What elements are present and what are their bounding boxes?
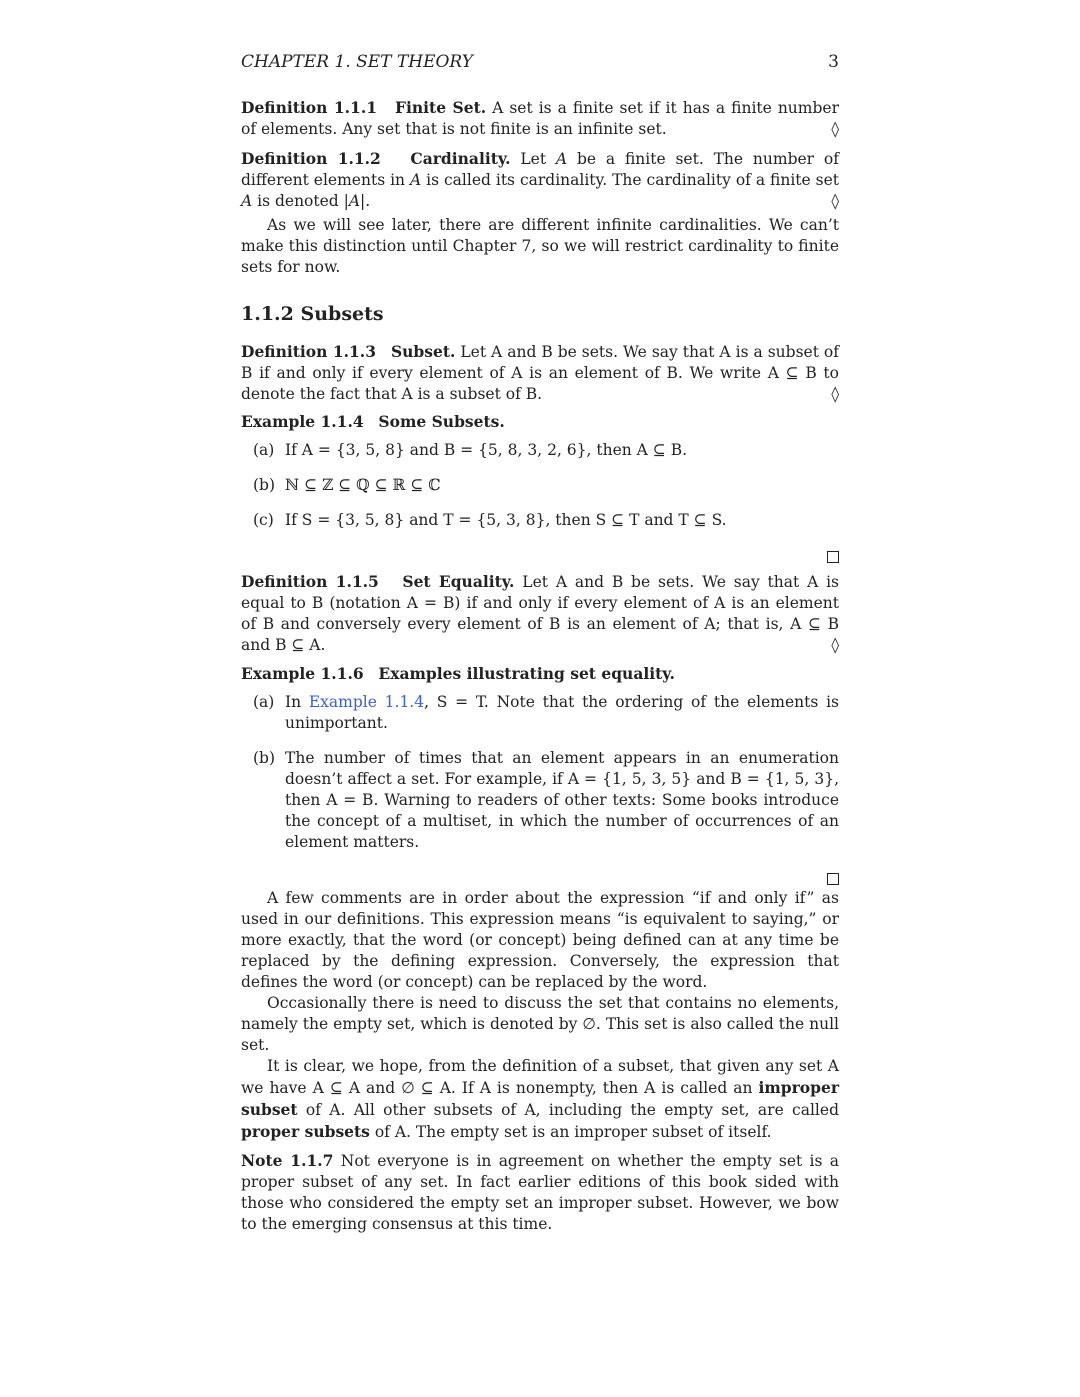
definition-1-1-2 [241, 148, 839, 212]
math-var: A [555, 150, 568, 168]
definition-text: Let A and B be sets. We say that A is equal to B (notation A = B) if and only if every element of A is an element of B and conversely every element of B is an element of A; that is, A ⊆ B and B ⊆ A. [241, 573, 840, 654]
example-end [241, 548, 839, 569]
definition-label: Definition 1.1.2 [241, 149, 381, 168]
item-text-part: In [285, 693, 309, 711]
example-item [253, 475, 839, 496]
math-var: A [241, 192, 253, 210]
paragraph-text: A few comments are in order about the expression “if and only if” as used in our definitions. This expression means “is equivalent to saying,” or more exactly, that the word (or concept) being defined can at any time be replaced by the defining expression. Conversely, the expression that defines the word (or concept) can be replaced by the word. [241, 889, 839, 991]
definition-text: Let A and B be sets. We say that A is a subset of B if and only if every element of A is an element of B. We write A ⊆ B to denote the fact that A is a subset of B. [241, 343, 839, 403]
item-text: If A = {3, 5, 8} and B = {5, 8, 3, 2, 6}, then A ⊆ B. [285, 441, 688, 459]
example-1-1-6-heading [241, 663, 839, 685]
item-label: (b) [253, 749, 276, 767]
definition-text: be a finite set. The number of different elements in [241, 150, 839, 189]
paragraph-proper-subsets [241, 1056, 839, 1143]
item-text: The number of times that an element appears in an enumeration doesn’t affect a set. For example, if A = {1, 5, 3, 5} and B = {1, 5, 3}, then A = B. Warning to readers of other texts: Some books introduce the concept of a multiset, in which the number of occurrences of an element matters. [285, 749, 839, 851]
chapter-title: CHAPTER 1. SET THEORY [241, 52, 473, 72]
example-item [253, 692, 839, 734]
diamond-endmark-icon: ◊ [831, 120, 839, 138]
running-header [241, 52, 839, 72]
diamond-endmark-icon: ◊ [831, 385, 839, 403]
math-cardinality: |A| [343, 192, 366, 210]
qed-square-icon [827, 873, 839, 885]
paragraph-text [241, 1056, 839, 1143]
definition-title: Set Equality. [402, 572, 515, 591]
note-label: Note 1.1.7 [241, 1151, 334, 1170]
paragraph-part: of A. The empty set is an improper subset of itself. [369, 1123, 772, 1141]
paragraph-text: Occasionally there is need to discuss the set that contains no elements, namely the empty set, which is denoted by ∅. This set is also called the null set. [241, 994, 839, 1054]
paragraph-cardinality [241, 215, 839, 278]
diamond-endmark-icon: ◊ [831, 636, 839, 654]
definition-label: Definition 1.1.5 [241, 572, 379, 591]
definition-text: Let [520, 150, 556, 168]
paragraph-part: of A. All other subsets of A, including the empty set, are called [297, 1101, 839, 1119]
item-label: (a) [253, 693, 275, 711]
definition-label: Definition 1.1.3 [241, 342, 376, 361]
page-number: 3 [828, 52, 839, 72]
example-1-1-4-link[interactable]: Example 1.1.4 [308, 693, 425, 711]
definition-text: A set is a finite set if it has a finite number of elements. Any set that is not finite is an infinite set. [241, 99, 839, 138]
definition-1-1-3 [241, 341, 839, 405]
item-text: If S = {3, 5, 8} and T = {5, 3, 8}, then S ⊆ T and T ⊆ S. [285, 511, 727, 529]
term-proper-subsets: proper subsets [241, 1122, 370, 1141]
diamond-endmark-icon: ◊ [831, 192, 839, 210]
definition-title: Finite Set. [395, 98, 487, 117]
definition-title: Cardinality. [410, 149, 511, 168]
definition-text: is denoted [252, 192, 344, 210]
definition-text: . [365, 192, 371, 210]
math-var: A [409, 171, 422, 189]
definition-text: is called its cardinality. The cardinality of a finite set [421, 171, 839, 189]
definition-title: Subset. [390, 342, 456, 361]
definition-1-1-5 [241, 571, 839, 656]
example-item [253, 510, 839, 531]
item-text-part: , S = T. Note that the ordering of the elements is unimportant. [285, 693, 839, 732]
example-label: Example 1.1.4 [241, 412, 364, 431]
paragraph-part: It is clear, we hope, from the definition of a subset, that given any set A we have A ⊆ A and ∅ ⊆ A. If A is nonempty, then A is called an [241, 1057, 839, 1097]
example-label: Example 1.1.6 [241, 664, 364, 683]
note-text: Not everyone is in agreement on whether the empty set is a proper subset of any set. In fact earlier editions of this book sided with those who considered the empty set an improper subset. However, we bow to the emerging consensus at this time. [241, 1152, 839, 1233]
item-label: (a) [253, 441, 275, 459]
note-1-1-7 [241, 1150, 839, 1235]
term-improper-subset: improper subset [241, 1078, 839, 1119]
example-1-1-4-heading [241, 411, 839, 433]
item-text [285, 692, 839, 734]
example-title: Examples illustrating set equality. [378, 664, 675, 683]
example-item [253, 440, 839, 461]
paragraph-text: As we will see later, there are different infinite cardinalities. We can’t make this distinction until Chapter 7, so we will restrict cardinality to finite sets for now. [241, 216, 839, 276]
example-title: Some Subsets. [378, 412, 505, 431]
item-text: ℕ ⊆ ℤ ⊆ ℚ ⊆ ℝ ⊆ ℂ [285, 476, 441, 494]
item-label: (b) [253, 476, 276, 494]
item-label: (c) [253, 511, 274, 529]
qed-square-icon [827, 551, 839, 563]
section-heading: 1.1.2 Subsets [241, 303, 384, 325]
definition-1-1-1 [241, 97, 839, 140]
paragraph-iff [241, 888, 839, 993]
paragraph-empty-set [241, 993, 839, 1056]
definition-label: Definition 1.1.1 [241, 98, 377, 117]
example-item [253, 748, 839, 853]
